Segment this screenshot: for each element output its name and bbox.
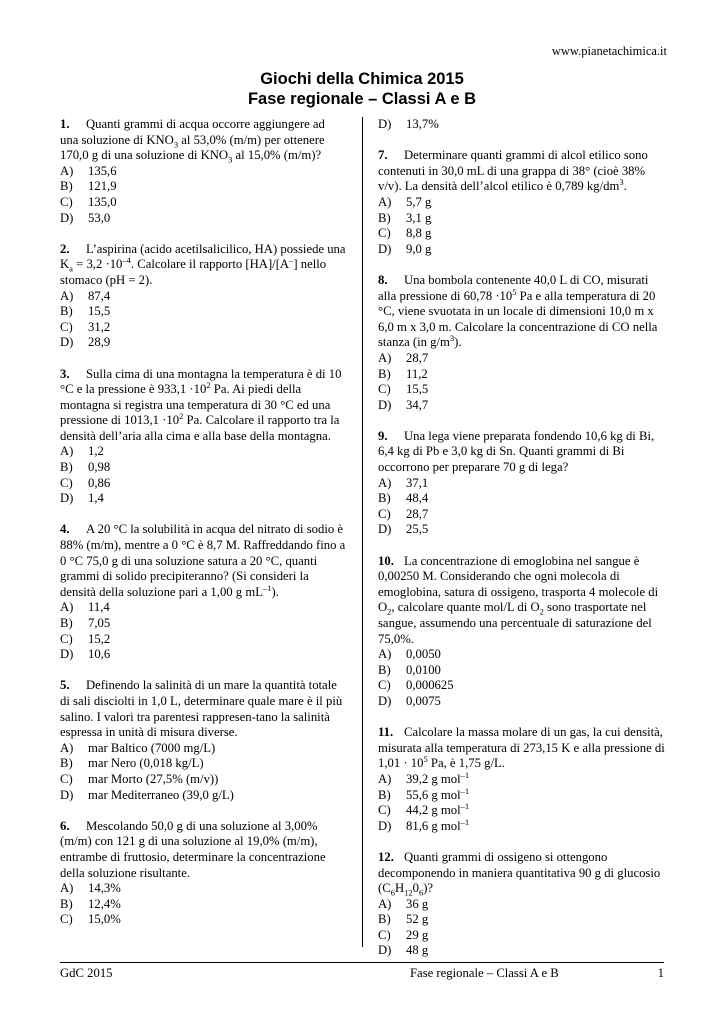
option-d — [378, 943, 668, 959]
superscript: 5 — [423, 754, 428, 765]
subscript: 6 — [390, 887, 395, 898]
option-value: 34,7 — [406, 397, 429, 412]
option-value: mar Baltico (7000 mg/L) — [88, 740, 216, 755]
option-value: 13,7% — [406, 117, 439, 131]
superscript: 2 — [179, 411, 184, 422]
option-value: 44,2 — [406, 803, 429, 818]
question-8 — [378, 273, 668, 413]
question-12 — [378, 850, 668, 959]
question-number: 4. — [60, 522, 70, 537]
option-c — [378, 928, 668, 944]
option-value: 5,7 g — [406, 194, 432, 209]
option-a — [60, 444, 346, 460]
question-7 — [378, 148, 668, 257]
option-d — [378, 242, 668, 258]
question-2 — [60, 242, 346, 351]
option-letter: B) — [60, 616, 73, 630]
question-number: 12. — [378, 849, 394, 864]
option-value: 0,98 — [88, 460, 111, 475]
footer-rule — [60, 962, 664, 963]
option-value: 11,4 — [88, 600, 110, 615]
unit: g mol — [428, 787, 461, 802]
text: Sulla cima di una montagna la temperatura è di 10 °C e la pressione è 933,1 ·10 — [60, 366, 342, 397]
option-b — [60, 756, 346, 772]
option-letter: D) — [378, 397, 392, 412]
option-letter: A) — [60, 600, 74, 615]
option-value: 0,0050 — [406, 647, 441, 662]
option-b — [378, 367, 668, 383]
option-letter: B) — [60, 756, 73, 771]
superscript: –1 — [460, 800, 470, 811]
option-value: mar Nero (0,018 kg/L) — [88, 756, 204, 771]
option-value: 53,0 — [88, 210, 111, 225]
superscript: 3 — [449, 333, 455, 344]
option-a — [378, 897, 668, 913]
document-title — [0, 69, 724, 109]
option-letter: A) — [378, 896, 392, 911]
question-text — [378, 429, 668, 476]
option-a — [378, 476, 668, 492]
option-b — [60, 304, 346, 320]
option-d — [378, 694, 668, 710]
text: al 15,0% (m/m)? — [232, 148, 322, 163]
text: Quanti grammi di ossigeno si ottengono decomponendo in maniera quantitativa 90 g di glucosio (C — [378, 849, 661, 896]
option-a — [60, 164, 346, 180]
option-letter: D) — [60, 491, 74, 506]
option-value: 15,5 — [406, 382, 429, 397]
superscript: – — [289, 255, 294, 266]
site-url: www.pianetachimica.it — [551, 44, 667, 58]
text: )? — [423, 881, 434, 896]
right-column — [378, 117, 668, 975]
option-value: 10,6 — [88, 647, 111, 662]
option-value: 39,2 — [406, 771, 429, 786]
option-value: 48 g — [406, 943, 429, 958]
question-11 — [378, 725, 668, 834]
column-divider — [362, 117, 363, 947]
option-c — [60, 476, 346, 492]
option-value: 28,9 — [88, 335, 111, 350]
option-value: 0,0100 — [406, 662, 441, 677]
option-letter: D) — [378, 943, 392, 958]
option-value: 87,4 — [88, 288, 111, 303]
option-letter: A) — [60, 881, 74, 896]
text: Pa e alla temperatura di 20 °C, viene svuotata in un locale di dimensioni 10,0 m x 6,0 m x 3,0 m. Calcolare la concentrazione di CO nella stanza (in g/m — [378, 288, 658, 350]
option-b — [378, 912, 668, 928]
option-letter: D) — [60, 787, 74, 802]
option-value: mar Morto (27,5% (m/v)) — [88, 771, 219, 786]
option-d — [378, 398, 668, 414]
option-c — [60, 320, 346, 336]
text: Determinare quanti grammi di alcol etilico sono contenuti in 30,0 mL di una grappa di 38° (cioè 38% v/v). La densità dell’alcol etilico è 0,789 kg/dm — [378, 148, 648, 194]
option-value: 1,2 — [88, 444, 104, 459]
text: ). — [454, 335, 462, 350]
text: . Calcolare il rapporto [HA]/[A — [130, 257, 290, 272]
option-d — [378, 522, 668, 538]
option-letter: B) — [378, 491, 391, 506]
footer-left: GdC 2015 — [60, 966, 113, 980]
question-number: 8. — [378, 272, 388, 287]
question-text — [60, 678, 346, 740]
title-line-1: Giochi della Chimica 2015 — [260, 70, 464, 88]
option-letter: B) — [378, 210, 391, 225]
option-letter: D) — [60, 335, 74, 350]
question-text — [378, 554, 668, 648]
option-b — [378, 491, 668, 507]
option-a — [60, 600, 346, 616]
text: H — [394, 881, 405, 896]
subscript: 6 — [418, 887, 424, 898]
option-letter: B) — [60, 460, 73, 475]
text: , calcolare quante mol/L di O — [391, 600, 540, 615]
option-value: 1,4 — [88, 491, 104, 506]
superscript: 2 — [206, 379, 211, 390]
option-b — [60, 460, 346, 476]
question-text — [378, 850, 668, 897]
superscript: –1 — [460, 816, 470, 827]
question-text — [60, 242, 346, 289]
option-value: 55,6 — [406, 787, 429, 802]
option-letter: C) — [378, 506, 391, 521]
text: = 3,2 ·10 — [72, 257, 123, 272]
text: Definendo la salinità di un mare la quantità totale di sali disciolti in 1,0 L, determinare quale mare è il più salino. I valori tra parentesi rappresen-tano la salinità espressa in unità di misura diverse. — [60, 678, 343, 740]
option-value: mar Mediterraneo (39,0 g/L) — [88, 787, 234, 802]
superscript: –4 — [122, 255, 131, 266]
question-6-continued — [378, 117, 668, 133]
question-6 — [60, 819, 346, 928]
option-value: 0,86 — [88, 475, 111, 490]
option-value: 52 g — [406, 912, 429, 927]
option-letter: D) — [60, 647, 74, 662]
option-a — [60, 881, 346, 897]
option-letter: C) — [60, 912, 73, 927]
option-b — [60, 179, 346, 195]
option-letter: D) — [378, 117, 392, 131]
option-letter: B) — [378, 912, 391, 927]
option-letter: A) — [60, 740, 74, 755]
question-number: 1. — [60, 117, 70, 131]
option-letter: A) — [60, 444, 74, 459]
option-d — [60, 335, 346, 351]
option-value: 15,5 — [88, 304, 111, 319]
question-number: 5. — [60, 678, 70, 693]
option-c — [378, 382, 668, 398]
option-value: 0,0075 — [406, 693, 441, 708]
option-d — [378, 117, 668, 133]
subscript: 3 — [228, 154, 233, 165]
text: 0 — [412, 881, 419, 896]
option-letter: A) — [378, 647, 392, 662]
option-d — [378, 816, 668, 835]
option-b — [60, 616, 346, 632]
option-letter: C) — [60, 319, 73, 334]
option-a — [378, 351, 668, 367]
question-text — [60, 522, 346, 600]
option-c — [378, 678, 668, 694]
question-1 — [60, 117, 346, 226]
question-text — [60, 117, 346, 164]
text: Quanti grammi di acqua occorre aggiungere ad una soluzione di KNO — [60, 117, 325, 147]
option-value: 81,6 — [406, 818, 429, 833]
option-a — [378, 195, 668, 211]
question-text — [60, 367, 346, 445]
option-letter: D) — [378, 522, 392, 537]
question-4 — [60, 522, 346, 662]
option-letter: C) — [378, 382, 391, 397]
page-number: 1 — [657, 966, 664, 980]
option-value: 7,05 — [88, 616, 111, 630]
subscript: 12 — [404, 887, 413, 898]
option-letter: A) — [378, 475, 392, 490]
option-letter: B) — [378, 662, 391, 677]
text: sono trasportate nel sangue, assumendo una percentuale di saturazione del 75,0%. — [378, 600, 652, 646]
superscript: 5 — [512, 286, 517, 297]
text: Pa. Calcolare il rapporto tra la densità dell’aria alla cima e alla base della montagna. — [60, 413, 340, 443]
question-text — [378, 725, 668, 772]
title-line-2: Fase regionale – Classi A e B — [247, 90, 477, 108]
option-letter: C) — [378, 803, 391, 818]
option-letter: A) — [378, 350, 392, 365]
option-value: 11,2 — [406, 366, 428, 381]
option-value: 8,8 g — [406, 226, 432, 241]
option-letter: A) — [378, 771, 392, 786]
option-value: 9,0 g — [406, 241, 432, 256]
question-number: 7. — [378, 148, 388, 163]
option-letter: D) — [378, 818, 392, 833]
option-letter: B) — [378, 787, 391, 802]
option-value: 36 g — [406, 896, 429, 911]
option-letter: C) — [60, 475, 73, 490]
option-letter: B) — [60, 179, 73, 194]
subscript: 2 — [539, 606, 544, 617]
superscript: 3 — [619, 177, 624, 188]
text: Una lega viene preparata fondendo 10,6 kg di Bi, 6,4 kg di Pb e 3,0 kg di Sn. Quanti grammi di Bi occorrono per preparare 70 g di lega? — [378, 428, 655, 475]
option-a — [378, 769, 668, 788]
text: Una bombola contenente 40,0 L di CO, misurati alla pressione di 60,78 ·10 — [378, 272, 649, 303]
option-letter: D) — [378, 241, 392, 256]
option-c — [60, 772, 346, 788]
option-value: 12,4% — [88, 896, 121, 911]
option-value: 3,1 g — [406, 210, 432, 225]
option-c — [60, 195, 346, 211]
question-number: 2. — [60, 241, 70, 256]
superscript: –1 — [460, 769, 470, 780]
question-number: 11. — [378, 725, 394, 740]
option-letter: C) — [60, 771, 73, 786]
text: ] nello stomaco (pH = 2). — [60, 257, 327, 287]
option-a — [60, 741, 346, 757]
option-letter: C) — [378, 927, 391, 942]
option-value: 14,3% — [88, 881, 121, 896]
subscript: 2 — [387, 606, 392, 617]
superscript: –1 — [460, 785, 470, 796]
option-b — [60, 897, 346, 913]
question-3 — [60, 367, 346, 507]
option-c — [60, 632, 346, 648]
left-column — [60, 117, 346, 943]
option-letter: D) — [378, 693, 392, 708]
question-number: 10. — [378, 553, 394, 568]
option-c — [60, 912, 346, 928]
superscript: –1 — [262, 582, 272, 593]
text: La concentrazione di emoglobina nel sangue è 0,00250 M. Considerando che ogni molecola di emoglobina, satura di ossigeno, trasporta 4 molecole di O — [378, 553, 659, 615]
unit: g mol — [428, 803, 461, 818]
option-a — [60, 289, 346, 305]
unit: g mol — [428, 771, 461, 786]
option-value: 28,7 — [406, 350, 429, 365]
option-letter: B) — [378, 366, 391, 381]
option-value: 28,7 — [406, 506, 429, 521]
option-d — [60, 647, 346, 663]
text: Pa. Ai piedi della montagna si registra una temperatura di 30 °C ed una pressione di 1013,1 ·10 — [60, 382, 331, 428]
option-d — [60, 211, 346, 227]
question-9 — [378, 429, 668, 538]
option-value: 135,0 — [88, 194, 117, 209]
subscript: a — [69, 263, 73, 274]
option-value: 121,9 — [88, 179, 117, 194]
text: al 53,0% (m/m) per ottenere 170,0 g di una soluzione di KNO — [60, 132, 325, 163]
option-value: 29 g — [406, 927, 429, 942]
text: Calcolare la massa molare di un gas, la cui densità, misurata alla temperatura di 273,15 K e alla pressione di 1,01 · 10 — [378, 725, 665, 771]
text: Pa, è 1,75 g/L. — [427, 756, 505, 771]
option-letter: A) — [60, 163, 74, 178]
option-letter: C) — [378, 678, 391, 693]
question-text — [378, 273, 668, 351]
option-letter: A) — [378, 194, 392, 209]
option-letter: C) — [378, 226, 391, 241]
option-a — [378, 647, 668, 663]
option-d — [60, 788, 346, 804]
option-letter: C) — [60, 631, 73, 646]
option-d — [60, 491, 346, 507]
option-c — [378, 800, 668, 819]
option-value: 48,4 — [406, 491, 429, 506]
text: L’aspirina (acido acetilsalicilico, HA) possiede una K — [60, 241, 346, 272]
option-value: 25,5 — [406, 522, 429, 537]
footer-center: Fase regionale – Classi A e B — [410, 966, 559, 980]
question-number: 6. — [60, 818, 70, 833]
question-number: 9. — [378, 428, 388, 443]
option-b — [378, 663, 668, 679]
text: ). — [271, 584, 279, 599]
option-c — [378, 226, 668, 242]
subscript: 3 — [173, 139, 179, 150]
option-value: 15,0% — [88, 912, 121, 927]
option-value: 135,6 — [88, 163, 117, 178]
option-letter: A) — [60, 288, 74, 303]
option-letter: D) — [60, 210, 74, 225]
text: . — [623, 179, 627, 194]
text: Mescolando 50,0 g di una soluzione al 3,00% (m/m) con 121 g di una soluzione al 19,0% (m/m), entrambe di fruttosio, determinare la concentrazione della soluzione risultante. — [60, 818, 326, 880]
option-value: 37,1 — [406, 475, 429, 490]
question-text — [378, 148, 668, 195]
option-value: 31,2 — [88, 319, 111, 334]
option-b — [378, 211, 668, 227]
option-letter: B) — [60, 304, 73, 319]
question-text — [60, 819, 346, 881]
text: A 20 °C la solubilità in acqua del nitrato di sodio è 88% (m/m), mentre a 0 °C è 8,7 M. Raffreddando fino a 0 °C 75,0 g di una soluzione satura a 20 °C, quanti grammi di solido precipiteranno? (Si consideri la densità della soluzione pari a 1,00 g mL — [60, 522, 346, 599]
question-5 — [60, 678, 346, 803]
question-10 — [378, 554, 668, 710]
option-c — [378, 507, 668, 523]
option-b — [378, 785, 668, 804]
option-letter: B) — [60, 896, 73, 911]
option-value: 15,2 — [88, 631, 111, 646]
option-value: 0,000625 — [406, 678, 454, 693]
option-letter: C) — [60, 194, 73, 209]
question-number: 3. — [60, 366, 70, 381]
unit: g mol — [428, 818, 461, 833]
